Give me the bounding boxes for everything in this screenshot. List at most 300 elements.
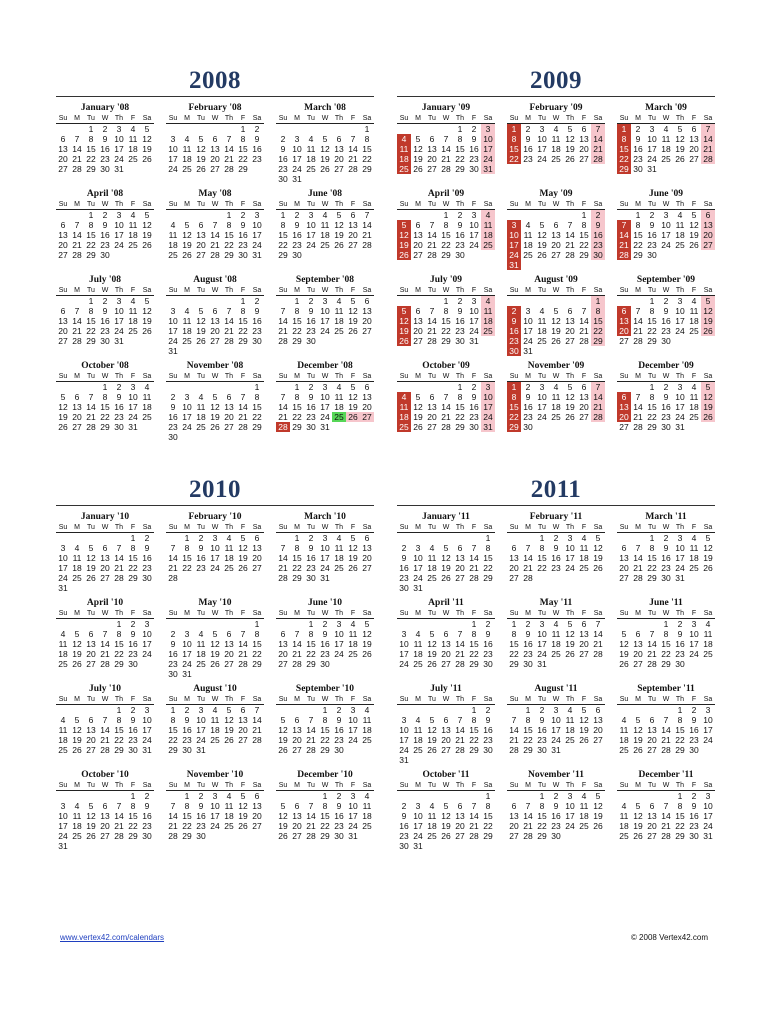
weekday-label: Th <box>334 115 344 122</box>
day-cell: 8 <box>485 801 491 811</box>
day-cell: 16 <box>591 230 605 240</box>
day-cell: 20 <box>633 649 643 659</box>
week-row <box>276 164 374 174</box>
empty-day-cell <box>397 533 411 543</box>
day-cell: 2 <box>254 296 260 306</box>
day-cell: 1 <box>116 705 122 715</box>
month-calendar <box>276 770 374 851</box>
day-cell: 29 <box>469 745 479 755</box>
day-cell: 3 <box>322 533 328 543</box>
day-cell: 6 <box>457 543 463 553</box>
day-cell: 30 <box>142 831 152 841</box>
empty-day-cell <box>631 755 645 765</box>
day-cell: 10 <box>551 715 561 725</box>
day-cell: 13 <box>100 553 110 563</box>
empty-day-cell <box>701 336 715 346</box>
day-cell: 25 <box>320 240 330 250</box>
empty-day-cell <box>56 791 70 801</box>
weekday-label: W <box>211 373 219 380</box>
month-calendar <box>397 189 495 270</box>
empty-day-cell <box>481 336 495 346</box>
weekday-label: F <box>130 287 136 294</box>
month-title: November '10 <box>186 770 244 780</box>
empty-day-cell <box>659 174 673 184</box>
empty-day-cell <box>425 346 439 356</box>
day-cell: 25 <box>703 649 713 659</box>
empty-day-cell <box>236 432 250 442</box>
day-cell: 17 <box>565 553 575 563</box>
weekday-label: Tu <box>307 115 315 122</box>
day-cell: 24 <box>675 412 685 422</box>
week-row <box>56 230 154 240</box>
day-cell: 4 <box>226 533 232 543</box>
day-cell: 16 <box>306 402 316 412</box>
empty-day-cell <box>453 619 467 629</box>
empty-day-cell <box>332 755 346 765</box>
day-cell: 20 <box>252 811 262 821</box>
empty-day-cell <box>290 755 304 765</box>
day-cell: 27 <box>413 250 423 260</box>
empty-day-cell <box>56 755 70 765</box>
weekday-label: Tu <box>307 782 315 789</box>
week-row <box>397 250 495 260</box>
day-cell: 20 <box>210 154 220 164</box>
day-cell: 24 <box>58 831 68 841</box>
empty-day-cell <box>112 260 126 270</box>
empty-day-cell <box>222 573 236 583</box>
day-cell: 11 <box>58 725 68 735</box>
day-cell: 17 <box>114 316 124 326</box>
month-title: March '11 <box>645 512 687 522</box>
day-cell: 30 <box>455 250 465 260</box>
day-cell: 30 <box>334 831 344 841</box>
week-row <box>397 811 495 821</box>
day-cell: 24 <box>507 250 521 260</box>
day-cell: 15 <box>182 811 192 821</box>
day-cell: 5 <box>677 124 683 134</box>
day-cell: 2 <box>553 533 559 543</box>
day-cell: 11 <box>224 801 234 811</box>
week-row <box>507 382 605 392</box>
day-cell: 21 <box>72 154 82 164</box>
week-row <box>166 821 264 831</box>
day-cell: 4 <box>581 791 587 801</box>
empty-day-cell <box>304 755 318 765</box>
day-cell: 31 <box>507 260 521 270</box>
day-cell: 7 <box>116 801 122 811</box>
day-cell: 6 <box>60 134 66 144</box>
weekday-label: Tu <box>307 201 315 208</box>
weekday-label: M <box>635 610 641 617</box>
day-cell: 2 <box>280 134 286 144</box>
day-cell: 9 <box>336 801 342 811</box>
empty-day-cell <box>112 755 126 765</box>
day-cell: 6 <box>443 629 449 639</box>
day-cell: 24 <box>703 735 713 745</box>
weekday-label: M <box>184 201 190 208</box>
weekday-label: Su <box>619 610 629 617</box>
calendars-link[interactable]: www.vertex42.com/calendars <box>60 933 165 942</box>
day-cell: 16 <box>537 725 547 735</box>
day-cell: 16 <box>455 230 465 240</box>
month-calendar <box>56 512 154 593</box>
month-calendar <box>276 684 374 765</box>
day-cell: 7 <box>364 210 370 220</box>
weekday-label: Su <box>619 524 629 531</box>
day-cell: 12 <box>142 220 152 230</box>
weekday-label: W <box>321 524 329 531</box>
day-cell: 21 <box>100 735 110 745</box>
empty-day-cell <box>360 250 374 260</box>
day-cell: 7 <box>280 543 286 553</box>
day-cell: 27 <box>252 821 262 831</box>
empty-day-cell <box>453 583 467 593</box>
day-cell: 2 <box>485 705 491 715</box>
day-cell: 2 <box>198 791 204 801</box>
day-cell: 20 <box>238 725 248 735</box>
day-cell: 8 <box>539 543 545 553</box>
empty-day-cell <box>467 432 481 442</box>
day-cell: 11 <box>537 316 547 326</box>
weekday-label: Su <box>509 782 519 789</box>
weekday-label: Tu <box>428 610 436 617</box>
empty-day-cell <box>535 296 549 306</box>
day-cell: 11 <box>551 629 561 639</box>
week-row <box>397 220 495 230</box>
weekday-label: W <box>662 287 670 294</box>
weekday-label: F <box>691 201 697 208</box>
empty-day-cell <box>56 124 70 134</box>
day-cell: 24 <box>320 412 330 422</box>
day-cell: 24 <box>399 659 409 669</box>
empty-day-cell <box>250 745 264 755</box>
day-cell: 20 <box>86 649 96 659</box>
day-cell: 16 <box>182 725 192 735</box>
week-row <box>397 144 495 154</box>
day-cell: 5 <box>595 791 601 801</box>
empty-day-cell <box>563 583 577 593</box>
empty-day-cell <box>425 755 439 765</box>
day-cell: 30 <box>278 174 288 184</box>
day-cell: 14 <box>441 402 451 412</box>
day-cell: 25 <box>551 412 561 422</box>
day-cell: 18 <box>675 230 685 240</box>
empty-day-cell <box>563 210 577 220</box>
day-cell: 8 <box>240 134 246 144</box>
week-row <box>617 811 715 821</box>
empty-day-cell <box>56 260 70 270</box>
day-cell: 5 <box>212 629 218 639</box>
month-title: October '10 <box>81 770 129 780</box>
day-cell: 22 <box>86 154 96 164</box>
weekday-header <box>56 200 154 210</box>
day-cell: 15 <box>675 811 685 821</box>
weekday-label: Tu <box>197 782 205 789</box>
day-cell: 9 <box>485 629 491 639</box>
empty-day-cell <box>56 296 70 306</box>
day-cell: 6 <box>88 629 94 639</box>
weekday-label: Tu <box>538 524 546 531</box>
weekday-label: M <box>415 201 421 208</box>
day-cell: 15 <box>86 316 96 326</box>
month-calendar <box>56 684 154 765</box>
day-cell: 5 <box>429 715 435 725</box>
weekday-label: M <box>415 610 421 617</box>
empty-day-cell <box>659 260 673 270</box>
empty-day-cell <box>563 573 577 583</box>
day-cell: 23 <box>455 326 465 336</box>
weekday-label: W <box>101 524 109 531</box>
day-cell: 10 <box>252 220 262 230</box>
day-cell: 11 <box>481 220 495 230</box>
day-cell: 16 <box>469 144 479 154</box>
weekday-label: F <box>350 287 356 294</box>
day-cell: 27 <box>647 745 657 755</box>
year-divider <box>397 505 715 506</box>
day-cell: 10 <box>210 801 220 811</box>
months-grid <box>397 512 715 851</box>
week-row <box>276 174 374 184</box>
weekday-label: Tu <box>648 610 656 617</box>
day-cell: 2 <box>308 382 314 392</box>
day-cell: 13 <box>579 134 589 144</box>
weekday-label: Tu <box>538 373 546 380</box>
empty-day-cell <box>208 583 222 593</box>
day-cell: 2 <box>507 306 521 316</box>
day-cell: 13 <box>362 306 372 316</box>
weekday-label: W <box>442 201 450 208</box>
day-cell: 9 <box>663 306 669 316</box>
week-row <box>276 230 374 240</box>
empty-day-cell <box>70 346 84 356</box>
months-grid <box>56 512 374 851</box>
weekday-header <box>507 372 605 382</box>
day-cell: 10 <box>114 220 124 230</box>
weekday-label: M <box>184 696 190 703</box>
day-cell: 16 <box>292 230 302 240</box>
weekday-label: Sa <box>593 524 603 531</box>
weekday-header <box>507 286 605 296</box>
week-row <box>507 432 605 442</box>
day-cell: 6 <box>581 382 587 392</box>
weekday-label: M <box>294 201 300 208</box>
weekday-header <box>397 609 495 619</box>
weekday-label: F <box>471 201 477 208</box>
day-cell: 14 <box>633 316 643 326</box>
day-cell: 8 <box>254 392 260 402</box>
empty-day-cell <box>687 841 701 851</box>
weekday-label: F <box>130 115 136 122</box>
empty-day-cell <box>577 174 591 184</box>
year-block-2011 <box>397 475 715 851</box>
day-cell: 14 <box>168 811 178 821</box>
week-row <box>617 412 715 422</box>
day-cell: 11 <box>182 144 192 154</box>
day-cell: 26 <box>633 831 643 841</box>
day-cell: 9 <box>457 306 463 316</box>
day-cell: 18 <box>182 326 192 336</box>
empty-day-cell <box>318 841 332 851</box>
day-cell: 3 <box>350 705 356 715</box>
day-cell: 13 <box>565 316 575 326</box>
month-calendar <box>276 103 374 184</box>
day-cell: 15 <box>238 316 248 326</box>
day-cell: 3 <box>116 124 122 134</box>
empty-day-cell <box>673 669 687 679</box>
empty-day-cell <box>617 583 631 593</box>
day-cell: 2 <box>471 124 477 134</box>
empty-day-cell <box>140 174 154 184</box>
day-cell: 11 <box>128 134 138 144</box>
week-row <box>166 240 264 250</box>
week-row <box>276 134 374 144</box>
day-cell: 1 <box>294 296 300 306</box>
week-row <box>397 432 495 442</box>
weekday-label: M <box>525 610 531 617</box>
day-cell: 5 <box>280 801 286 811</box>
day-cell: 3 <box>471 210 477 220</box>
day-cell: 16 <box>114 402 124 412</box>
weekday-label: Sa <box>252 115 262 122</box>
day-cell: 2 <box>663 382 669 392</box>
empty-day-cell <box>659 791 673 801</box>
copyright-text: © 2008 Vertex42.com <box>630 933 708 942</box>
month-calendar <box>166 512 264 593</box>
week-row <box>166 831 264 841</box>
day-cell: 6 <box>60 220 66 230</box>
day-cell: 30 <box>168 432 178 442</box>
month-title: January '09 <box>421 103 471 113</box>
day-cell: 17 <box>114 230 124 240</box>
day-cell: 26 <box>397 336 411 346</box>
day-cell: 11 <box>320 220 330 230</box>
weekday-header <box>276 200 374 210</box>
weekday-label: Sa <box>142 201 152 208</box>
day-cell: 15 <box>507 144 521 154</box>
day-cell: 25 <box>413 659 423 669</box>
day-cell: 5 <box>364 619 370 629</box>
weekday-header <box>276 609 374 619</box>
week-row <box>56 791 154 801</box>
weekday-header <box>276 695 374 705</box>
empty-day-cell <box>631 346 645 356</box>
day-cell: 20 <box>278 649 288 659</box>
day-cell: 8 <box>130 801 136 811</box>
day-cell: 20 <box>579 402 589 412</box>
week-row <box>166 841 264 851</box>
day-cell: 10 <box>703 715 713 725</box>
day-cell: 22 <box>86 326 96 336</box>
day-cell: 26 <box>593 821 603 831</box>
day-cell: 17 <box>58 563 68 573</box>
weekday-label: M <box>635 524 641 531</box>
day-cell: 24 <box>58 573 68 583</box>
week-row <box>166 230 264 240</box>
day-cell: 2 <box>116 382 122 392</box>
empty-day-cell <box>360 346 374 356</box>
day-cell: 18 <box>481 316 495 326</box>
weekday-header <box>617 781 715 791</box>
day-cell: 21 <box>210 240 220 250</box>
week-row <box>56 705 154 715</box>
day-cell: 10 <box>58 811 68 821</box>
day-cell: 4 <box>397 134 411 144</box>
day-cell: 14 <box>633 553 643 563</box>
empty-day-cell <box>425 791 439 801</box>
weekday-label: Tu <box>307 373 315 380</box>
day-cell: 6 <box>254 791 260 801</box>
weekday-label: Su <box>58 201 68 208</box>
day-cell: 24 <box>320 563 330 573</box>
day-cell: 25 <box>362 821 372 831</box>
day-cell: 29 <box>86 164 96 174</box>
day-cell: 20 <box>72 412 82 422</box>
day-cell: 22 <box>100 412 110 422</box>
day-cell: 8 <box>88 220 94 230</box>
weekday-label: Su <box>58 782 68 789</box>
month-title: November '08 <box>186 361 244 371</box>
year-divider <box>56 505 374 506</box>
day-cell: 26 <box>142 240 152 250</box>
empty-day-cell <box>701 841 715 851</box>
week-row <box>617 639 715 649</box>
day-cell: 5 <box>226 705 232 715</box>
day-cell: 8 <box>294 543 300 553</box>
day-cell: 6 <box>581 619 587 629</box>
day-cell: 7 <box>511 715 517 725</box>
day-cell: 24 <box>469 326 479 336</box>
day-cell: 31 <box>551 745 561 755</box>
day-cell: 9 <box>525 629 531 639</box>
day-cell: 4 <box>60 715 66 725</box>
weekday-label: F <box>130 782 136 789</box>
day-cell: 5 <box>240 791 246 801</box>
day-cell: 2 <box>198 533 204 543</box>
empty-day-cell <box>318 583 332 593</box>
weekday-label: W <box>552 115 560 122</box>
empty-day-cell <box>411 382 425 392</box>
day-cell: 20 <box>362 402 372 412</box>
day-cell: 13 <box>252 801 262 811</box>
day-cell: 10 <box>114 134 124 144</box>
empty-day-cell <box>631 260 645 270</box>
day-cell: 6 <box>553 220 559 230</box>
day-cell: 6 <box>701 210 715 220</box>
day-cell: 25 <box>619 831 629 841</box>
day-cell: 5 <box>144 210 150 220</box>
day-cell: 31 <box>469 336 479 346</box>
day-cell: 5 <box>74 629 80 639</box>
empty-day-cell <box>617 705 631 715</box>
empty-day-cell <box>411 260 425 270</box>
day-cell: 7 <box>635 306 641 316</box>
weekday-label: Th <box>455 782 465 789</box>
day-cell: 23 <box>523 412 533 422</box>
week-row <box>56 649 154 659</box>
day-cell: 27 <box>441 745 451 755</box>
empty-day-cell <box>617 669 631 679</box>
weekday-label: Su <box>509 115 519 122</box>
day-cell: 30 <box>182 745 192 755</box>
day-cell: 18 <box>196 649 206 659</box>
week-row <box>397 553 495 563</box>
day-cell: 14 <box>469 553 479 563</box>
weekday-label: W <box>552 373 560 380</box>
day-cell: 9 <box>116 392 122 402</box>
day-cell: 20 <box>348 230 358 240</box>
weekday-label: Su <box>399 201 409 208</box>
empty-day-cell <box>617 382 631 392</box>
